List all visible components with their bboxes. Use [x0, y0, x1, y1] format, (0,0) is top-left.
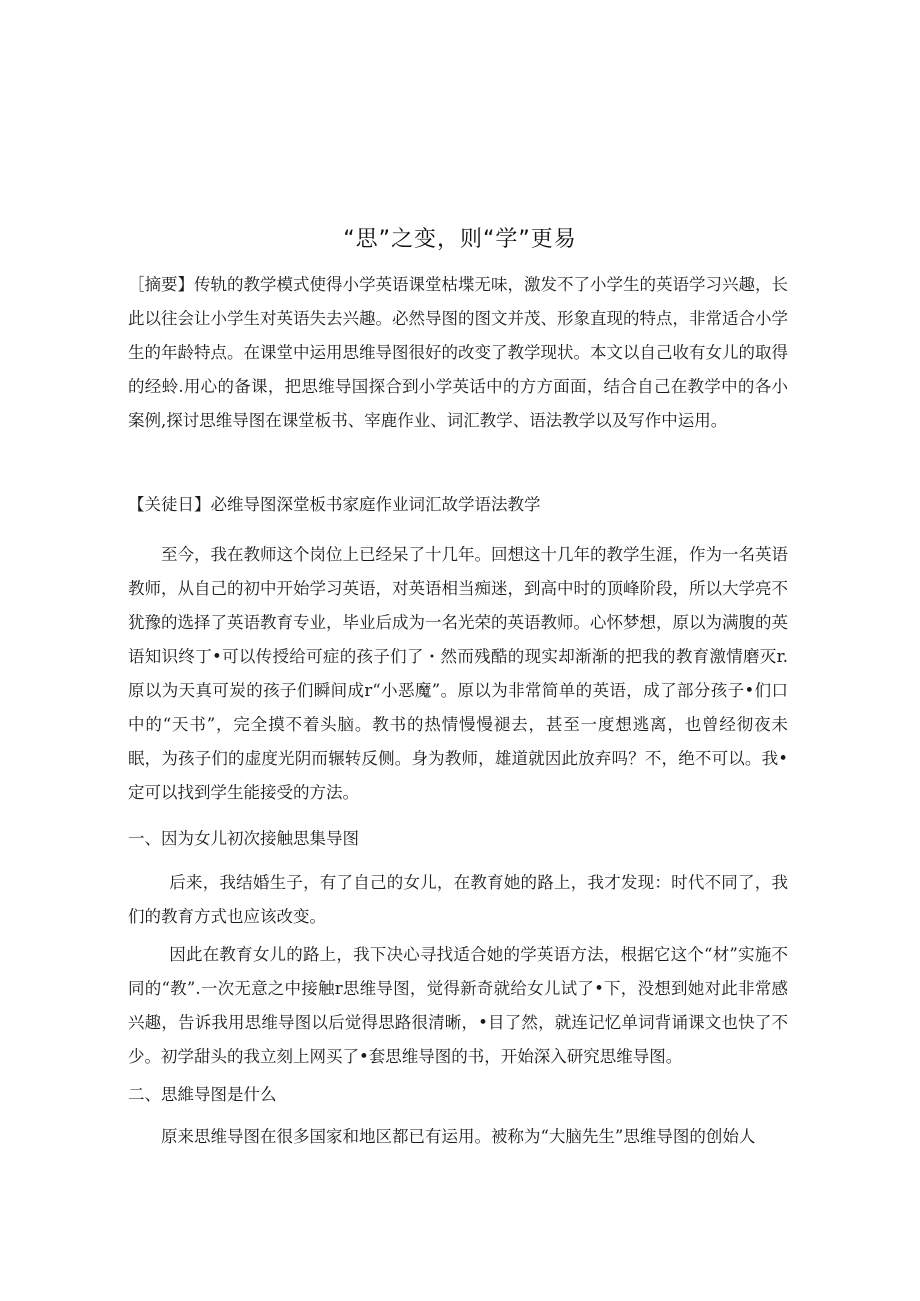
body-paragraph-1: 至今，我在教师这个岗位上已经呆了十几年。回想这十几年的教学生涯，作为一名英语教师，从自己的初中开始学习英语，对英语相当痴迷，到高中时的顶峰阶段，所以大学亮不犹豫的选择了英语教育专业，毕业后成为一名光荣的英语教师。心怀梦想，原以为满腹的英语知识终丁•可以传授给可症的孩子们了・然而残酷的现实却渐渐的把我的教育激情磨灭r.原以为天真可炭的孩子们瞬间成r“小恶魔”。原以为非常简单的英语，成了部分孩子•们口中的“天书”，完全摸不着头脑。教书的热情慢慢褪去，甚至一度想逃离，也曾经彻夜未眠，为孩子们的虚度光阴而辗转反侧。身为教师，雄道就因此放弃吗？不，绝不可以。我•定可以找到学生能接受的方法。 — [128, 545, 788, 802]
body-paragraph-3: 因此在教育女儿的路上，我下决心寻找适合她的学英语方法，根据它这个“材”实施不同的“教”.一次无意之中接触r思维导图，觉得新奇就给女儿试了•下，没想到她对此非常感兴趣，告诉我用思维导图以后觉得思路很清晰，•目了然，就连记忆单词背诵课文也快了不少。初学甜头的我立刻上网买了•套思维导图的书，开始深入研究思维导图。 — [128, 945, 788, 1066]
body-paragraph-2: 后来，我结婚生子，有了自己的女儿，在教育她的路上，我才发现：时代不同了，我们的教育方式也应该改变。 — [128, 873, 788, 926]
section-heading-1: 一、因为女儿初次接触思集导图 — [128, 829, 359, 848]
document-title: “思”之变，则“学”更易 — [343, 227, 577, 252]
keywords-line: 【关徒日】必维导图深堂板书家庭作业词汇故学语法教学 — [128, 495, 541, 514]
section-heading-2: 二、思維导图是什么 — [128, 1085, 277, 1104]
body-paragraph-4: 原来思维导图在很多国家和地区都已有运用。被称为“大脑先生”思维导图的创始人 — [161, 1127, 756, 1146]
abstract-paragraph: ［摘要】传轨的教学模式使得小学英语课堂枯堞无味，激发不了小学生的英语学习兴趣，长此以往会让小学生对英语失去兴趣。必然导图的图文并茂、形象直现的特点，非常适合小学生的年龄特点。在课堂中运用思维导图很好的改变了教学现状。本文以自己收有女儿的取得的经蛉.用心的备课，把思维导国探合到小学英话中的方方面面，结合自己在教学中的各小案例,探讨思维导图在课堂板书、宰鹿作业、词汇教学、语法教学以及写作中运用。 — [128, 275, 788, 430]
